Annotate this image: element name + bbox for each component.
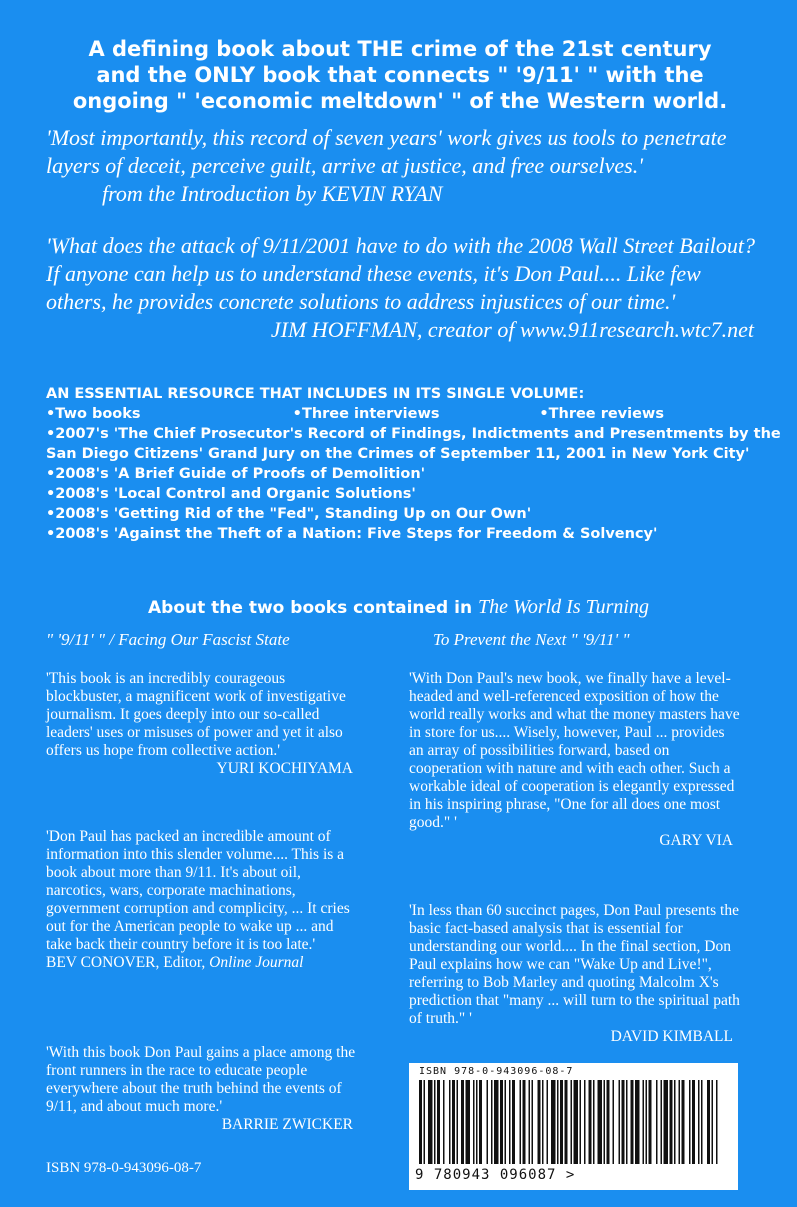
blurb-kimball <box>409 902 741 1046</box>
about-heading-text: About the two books contained in <box>148 598 473 618</box>
barcode-bar <box>622 1080 625 1164</box>
quote-jim-hoffman <box>46 232 758 344</box>
author-publication: Online Journal <box>209 954 304 971</box>
quote-attribution: JIM HOFFMAN, creator of www.911research.wtc7.net <box>270 317 754 342</box>
barcode-bars-icon <box>417 1080 730 1166</box>
barcode-bar <box>512 1080 515 1164</box>
barcode-bar <box>452 1080 455 1164</box>
blurb-text: 'Don Paul has packed an incredible amount of information into this slender volume.... This is a book about more than 9/11. It's about oil, narcotics, wars, corporate machinations, government corruption and complicity, ... It cries out for the American people to wake up ... and take back their country before it is too late.' <box>46 828 350 953</box>
quote-text: 'What does the attack of 9/11/2001 have to do with the 2008 Wall Street Bailout? If anyone can help us to understand these events, it's Don Paul.... Like few others, he provides concrete solutions to address injustices of our time.' <box>46 233 756 314</box>
barcode-bar <box>473 1080 475 1164</box>
barcode-bar <box>532 1080 534 1164</box>
barcode-bar <box>589 1080 592 1164</box>
headline <box>60 36 740 114</box>
barcode-bar <box>424 1080 426 1164</box>
barcode-bar <box>538 1080 541 1164</box>
barcode-number: 9 780943 096087 > <box>415 1167 576 1183</box>
resource-item: •Three reviews <box>539 406 664 422</box>
right-book-title: To Prevent the Next " '9/11' " <box>433 630 630 649</box>
resource-row <box>46 404 786 424</box>
barcode-bar <box>626 1080 628 1164</box>
barcode-bar <box>500 1080 503 1164</box>
left-book-title: " '9/11' " / Facing Our Fascist State <box>46 630 290 649</box>
blurb-text: 'With Don Paul's new book, we finally have a level-headed and well-referenced exposition of how the world really works and what the money masters have in store for us.... Wisely, however, Paul ... provides an array of possibilities forward, based on cooperation with nature and with each other. Such a workable ideal of cooperation is elegantly expressed in his inspiring phrase, "One for all does one most good." ' <box>409 670 740 831</box>
barcode-bar <box>670 1080 673 1164</box>
barcode-bar <box>509 1080 511 1164</box>
barcode-bar <box>643 1080 645 1164</box>
barcode-bar <box>604 1080 606 1164</box>
isbn-text: ISBN 978-0-943096-08-7 <box>46 1160 202 1176</box>
blurb-via <box>409 670 741 850</box>
barcode-bar <box>434 1080 436 1164</box>
barcode-bar <box>679 1080 681 1164</box>
barcode-bar <box>712 1080 714 1164</box>
barcode-bar <box>689 1080 691 1164</box>
barcode-bar <box>649 1080 652 1164</box>
barcode-bar <box>619 1080 621 1164</box>
barcode-bar <box>523 1080 526 1164</box>
resource-list <box>46 384 786 544</box>
author-name: BEV CONOVER, Editor, <box>46 954 206 971</box>
barcode-bar <box>487 1080 489 1164</box>
barcode-bar <box>707 1080 710 1164</box>
barcode-bar <box>692 1080 695 1164</box>
barcode-bar <box>716 1080 718 1164</box>
blurb-kochiyama <box>46 670 361 778</box>
barcode-bar <box>682 1080 685 1164</box>
barcode-bar <box>437 1080 440 1164</box>
quote-text: 'Most importantly, this record of seven years' work gives us tools to penetrate layers of deceit, perceive guilt, arrive at justice, and free ourselves.' <box>46 125 727 178</box>
barcode-bar <box>565 1080 568 1164</box>
barcode-bar <box>613 1080 615 1164</box>
resource-heading: AN ESSENTIAL RESOURCE THAT INCLUDES IN ITS SINGLE VOLUME: <box>46 386 585 402</box>
barcode-bar <box>571 1080 573 1164</box>
headline-line: and the ONLY book that connects " '9/11' " with the <box>96 63 704 87</box>
barcode-bar <box>560 1080 563 1164</box>
barcode-bar <box>701 1080 703 1164</box>
barcode-bar <box>479 1080 482 1164</box>
blurb-author: BARRIE ZWICKER <box>221 1116 353 1133</box>
blurb-zwicker <box>46 1044 361 1134</box>
barcode-bar <box>557 1080 559 1164</box>
blurb-author <box>46 954 361 972</box>
barcode-bar <box>428 1080 433 1164</box>
barcode-bar <box>419 1080 422 1164</box>
barcode-bar <box>551 1080 556 1164</box>
resource-item: •2007's 'The Chief Prosecutor's Record of Findings, Indictments and Presentments by the San Diego Citizens' Grand Jury on the Crimes of September 11, 2001 in New York City' <box>46 426 781 462</box>
barcode-bar <box>574 1080 579 1164</box>
barcode-bar <box>547 1080 549 1164</box>
barcode-bar <box>542 1080 544 1164</box>
barcode-bar <box>607 1080 610 1164</box>
barcode-bar <box>698 1080 700 1164</box>
blurb-conover <box>46 828 361 972</box>
headline-line: A defining book about THE crime of the 21st century <box>88 37 712 61</box>
resource-item: •2008's 'Against the Theft of a Nation: Five Steps for Freedom & Solvency' <box>46 526 658 542</box>
book-title: The World Is Turning <box>478 596 649 618</box>
blurb-author: YURI KOCHIYAMA <box>216 760 353 777</box>
quote-attribution: from the Introduction by KEVIN RYAN <box>102 181 443 206</box>
about-heading <box>40 596 757 619</box>
resource-item: •2008's 'Local Control and Organic Solutions' <box>46 486 416 502</box>
barcode-bar <box>646 1080 648 1164</box>
barcode-bar <box>584 1080 586 1164</box>
blurb-text: 'This book is an incredibly courageous blockbuster, a magnificent work of investigative journalism. It goes deeply into our so-called leaders' uses or misuses of power and yet it also offers us hope from collective action.' <box>46 670 346 759</box>
barcode-bar <box>461 1080 464 1164</box>
barcode-bar <box>505 1080 507 1164</box>
barcode-bar <box>529 1080 531 1164</box>
quote-kevin-ryan <box>46 124 758 208</box>
barcode-bar <box>580 1080 582 1164</box>
barcode-bar <box>466 1080 471 1164</box>
resource-item: •2008's 'A Brief Guide of Proofs of Demolition' <box>46 466 426 482</box>
barcode-isbn: ISBN 978-0-943096-08-7 <box>419 1066 574 1077</box>
headline-line: ongoing " 'economic meltdown' " of the Western world. <box>72 89 728 113</box>
resource-item: •Two books <box>46 406 141 422</box>
resource-item: •2008's 'Getting Rid of the "Fed", Standing Up on Our Own' <box>46 506 532 522</box>
barcode-bar <box>494 1080 499 1164</box>
barcode <box>409 1063 738 1190</box>
barcode-bar <box>631 1080 634 1164</box>
barcode-bar <box>598 1080 603 1164</box>
barcode-bar <box>674 1080 676 1164</box>
barcode-bar <box>664 1080 669 1164</box>
blurb-author: DAVID KIMBALL <box>610 1028 733 1045</box>
barcode-bar <box>443 1080 445 1164</box>
blurb-text: 'In less than 60 succinct pages, Don Paul presents the basic fact-based analysis that is essential for understanding our world.... In the final section, Don Paul explains how we can "Wake Up and Live!", referring to Bob Marley and quoting Malcolm X's prediction that "many ... will turn to the spiritual path of truth." ' <box>409 902 740 1027</box>
barcode-bar <box>449 1080 451 1164</box>
barcode-bar <box>491 1080 493 1164</box>
barcode-bar <box>635 1080 640 1164</box>
barcode-bar <box>661 1080 663 1164</box>
blurb-author: GARY VIA <box>659 832 733 849</box>
barcode-bar <box>457 1080 459 1164</box>
resource-item: •Three interviews <box>292 406 440 422</box>
barcode-bar <box>476 1080 478 1164</box>
barcode-bar <box>593 1080 595 1164</box>
barcode-bar <box>656 1080 658 1164</box>
blurb-text: 'With this book Don Paul gains a place among the front runners in the race to educate people everywhere about the truth behind the events of 9/11, and about much more.' <box>46 1044 356 1115</box>
barcode-bar <box>520 1080 522 1164</box>
